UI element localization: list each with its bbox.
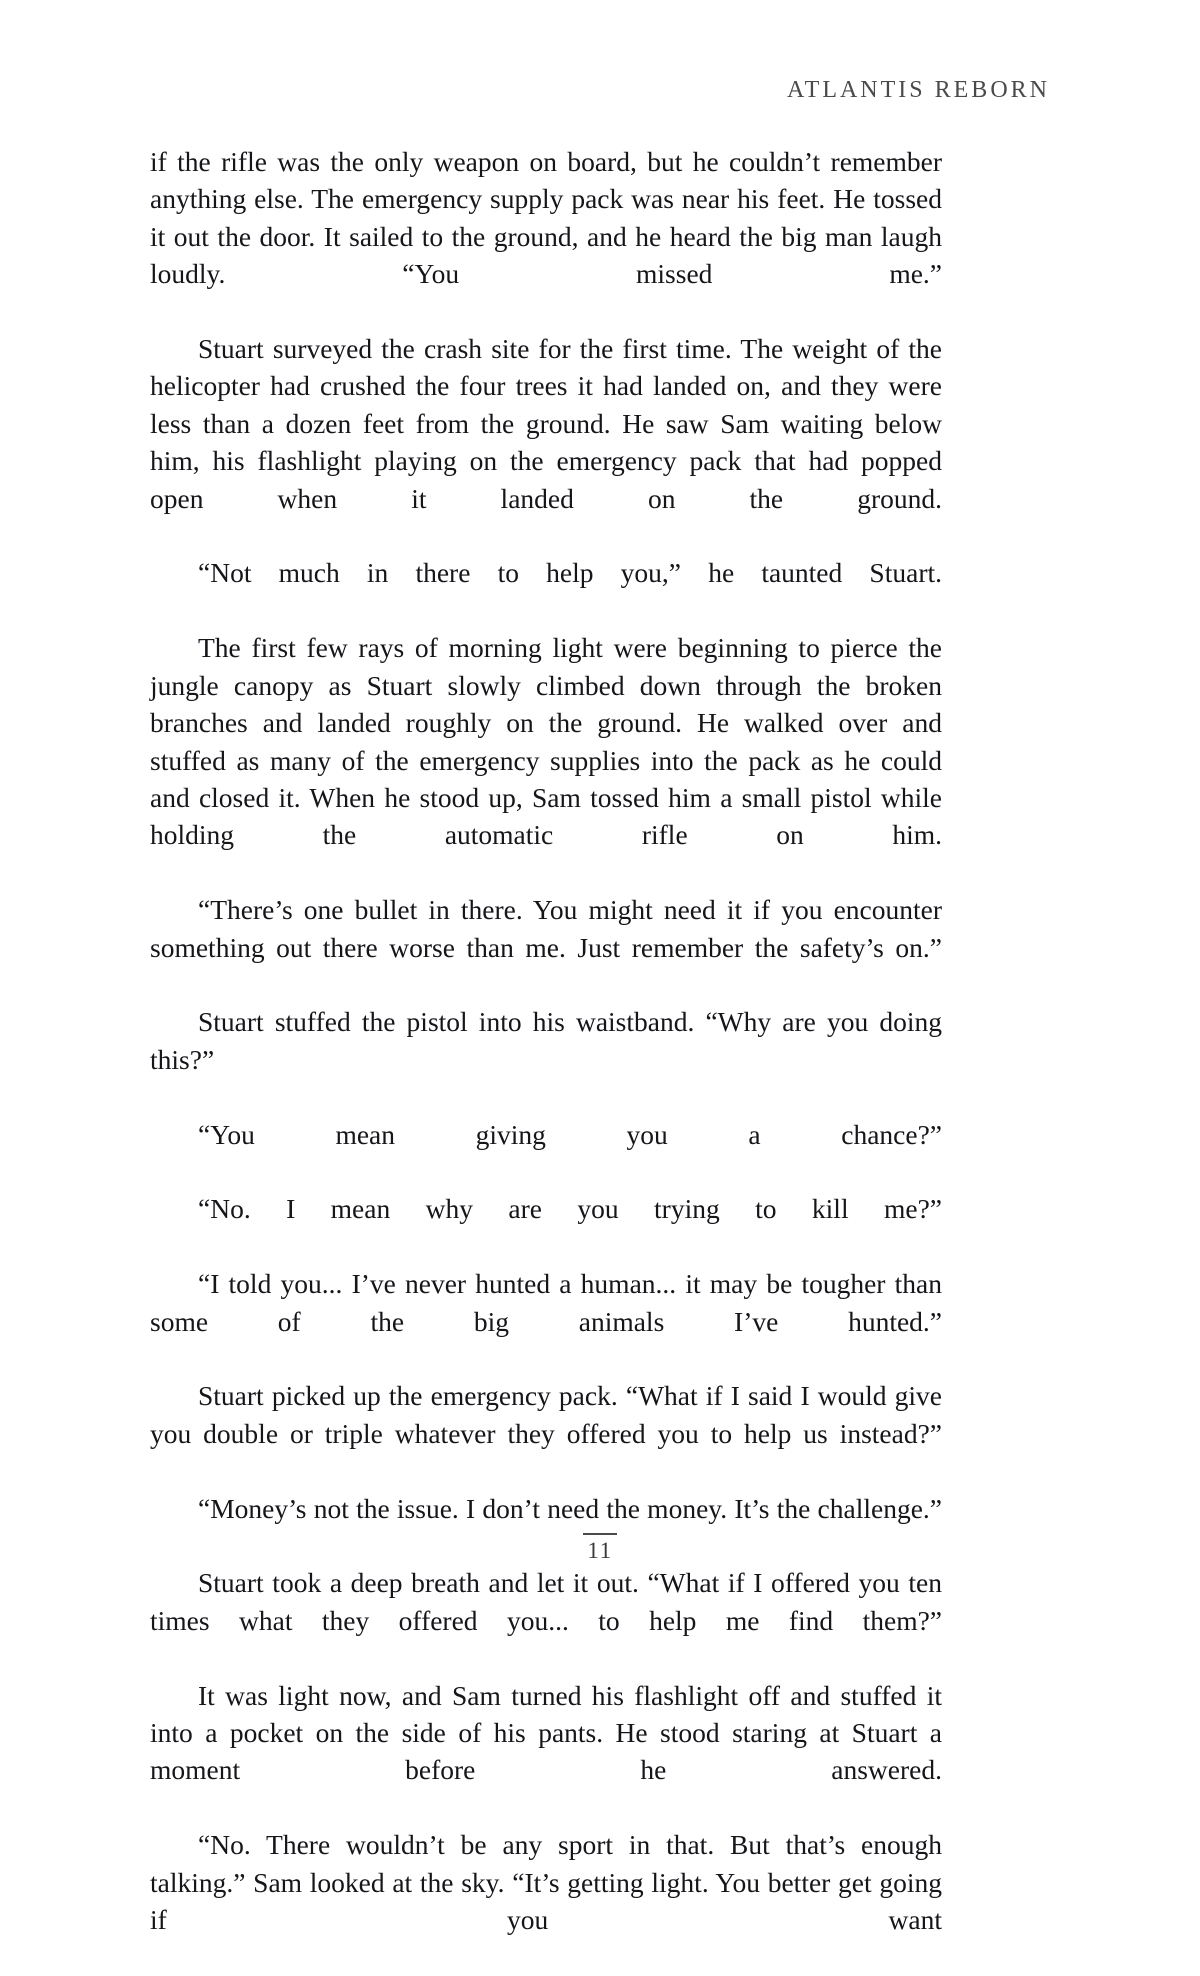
paragraph: Stuart surveyed the crash site for the first time. The weight of the helicopter had crushed the four trees it had landed on, and they were less than a dozen feet from the ground. He saw Sam waiting below him, his flashlight playing on the emergency pack that had popped open when it landed on the ground.: [150, 333, 942, 514]
running-head-title: ATLANTIS REBORN: [786, 77, 1050, 103]
folio-rule: [583, 1533, 617, 1535]
paragraph: Stuart took a deep breath and let it out. “What if I offered you ten times what they offered you... to help me find them?”: [150, 1567, 942, 1636]
body-text-block: [150, 143, 942, 1976]
paragraph: Stuart picked up the emergency pack. “What if I said I would give you double or triple whatever they offered you to help us instead?”: [150, 1380, 942, 1449]
paragraph: if the rifle was the only weapon on board, but he couldn’t remember anything else. The emergency supply pack was near his feet. He tossed it out the door. It sailed to the ground, and he heard the big man laugh loudly. “You missed me.”: [150, 146, 942, 290]
page-number: 11: [587, 1538, 613, 1563]
paragraph: “You mean giving you a chance?”: [198, 1118, 942, 1150]
paragraph: “No. I mean why are you trying to kill me?”: [198, 1193, 942, 1225]
paragraph: Stuart stuffed the pistol into his waistband. “Why are you doing this?”: [150, 1006, 942, 1075]
paragraph: “No. There wouldn’t be any sport in that. But that’s enough talking.” Sam looked at the sky. “It’s getting light. You better get going if you want: [150, 1829, 942, 1936]
paragraph: It was light now, and Sam turned his flashlight off and stuffed it into a pocket on the side of his pants. He stood staring at Stuart a moment before he answered.: [150, 1679, 942, 1786]
paragraph: “Not much in there to help you,” he taunted Stuart.: [198, 557, 942, 589]
running-head: [150, 62, 1050, 102]
paragraph: “Money’s not the issue. I don’t need the money. It’s the challenge.”: [198, 1492, 942, 1524]
paragraph: “I told you... I’ve never hunted a human... it may be tougher than some of the big animals I’ve hunted.”: [150, 1268, 942, 1337]
paragraph: The first few rays of morning light were beginning to pierce the jungle canopy as Stuart slowly climbed down through the broken branches and landed roughly on the ground. He walked over and stuffed as many of the emergency supplies into the pack as he could and closed it. When he stood up, Sam tossed him a small pistol while holding the automatic rifle on him.: [150, 632, 942, 851]
folio: [0, 1533, 1200, 1562]
paragraph: “There’s one bullet in there. You might need it if you encounter something out there worse than me. Just remember the safety’s on.”: [150, 894, 942, 963]
